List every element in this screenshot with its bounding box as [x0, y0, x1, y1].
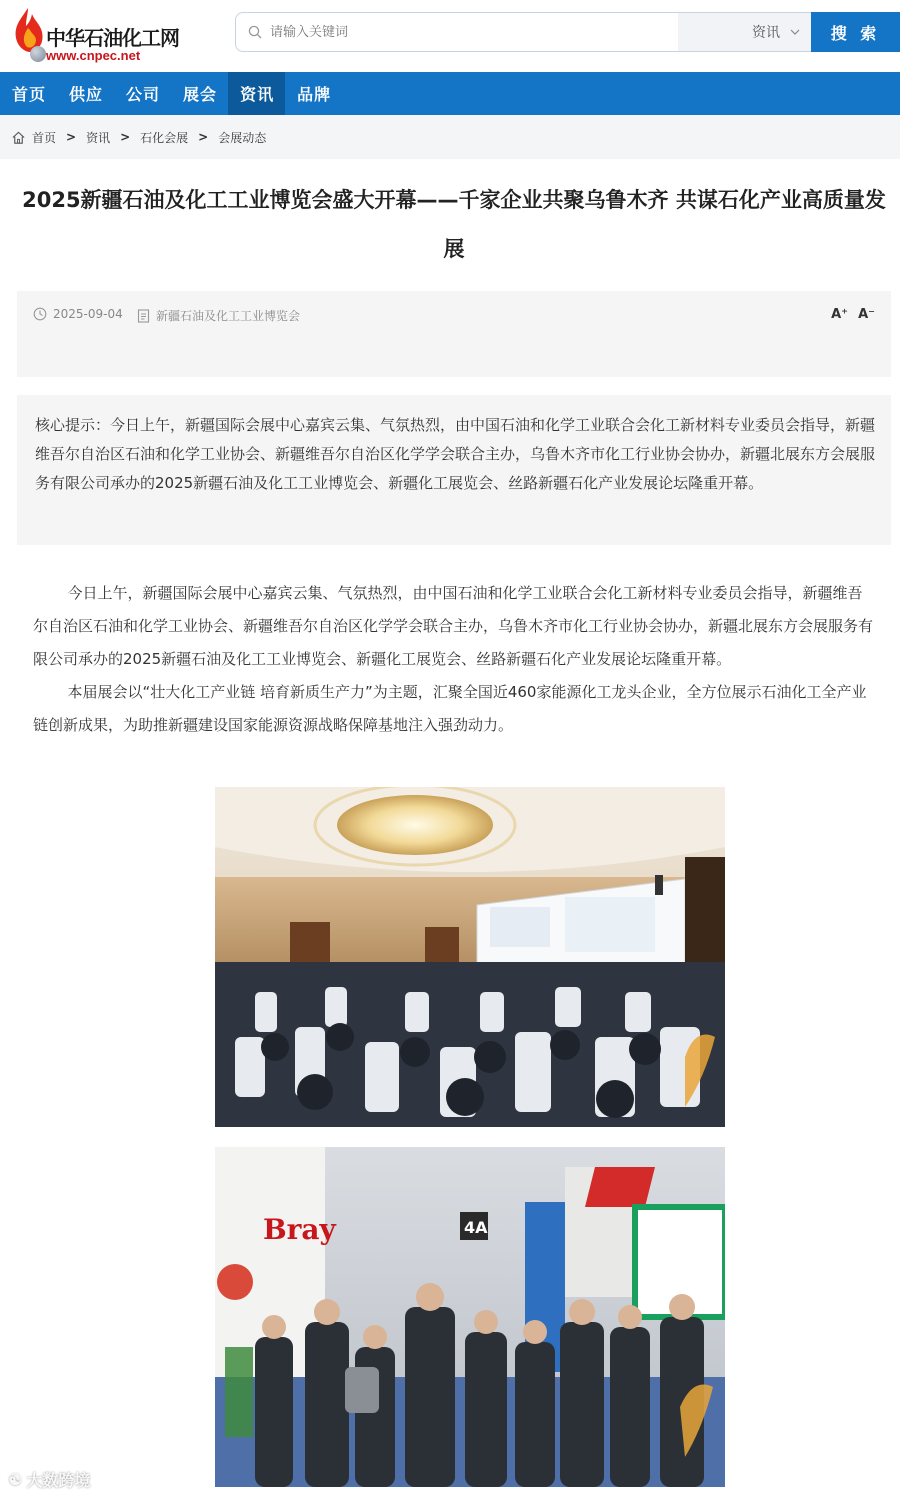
nav-item-home[interactable]: 首页 [12, 85, 47, 104]
article-meta [17, 291, 891, 377]
home-icon [11, 130, 26, 145]
nav-item-company[interactable]: 公司 [126, 85, 161, 104]
nav-item-supply[interactable]: 供应 [69, 85, 104, 104]
search-box [235, 12, 900, 52]
booth-sign-text: Bray [263, 1213, 336, 1246]
exhibition-floor-image [215, 1147, 725, 1487]
logo-name: 中华石油化工网 [46, 26, 179, 50]
search-category-select[interactable] [678, 13, 812, 51]
search-icon [248, 25, 262, 39]
hall-number-text: 4A [464, 1218, 488, 1237]
article-source-text: 新疆石油及化工工业博览会 [156, 309, 301, 323]
clock-icon [33, 307, 47, 321]
search-button[interactable]: 搜 索 [811, 12, 900, 52]
article-date-text: 2025-09-04 [53, 307, 123, 321]
site-header [0, 0, 900, 72]
search-input[interactable] [270, 17, 670, 47]
article-photo-conference [215, 787, 725, 1127]
font-decrease-button[interactable]: A⁻ [858, 307, 875, 322]
article-summary: 核心提示：今日上午，新疆国际会展中心嘉宾云集、气氛热烈，由中国石油和化学工业联合会化工新材料专业委员会指导，新疆维吾尔自治区石油和化学工业协会、新疆维吾尔自治区化学学会联合主办，乌鲁木齐市化工行业协会协办，新疆北展东方会展服务有限公司承办的2025新疆石油及化工工业博览会、新疆化工展览会、丝路新疆石化产业发展论坛隆重开幕。 [17, 395, 891, 545]
nav-item-brand[interactable]: 品牌 [297, 85, 332, 104]
site-logo[interactable] [8, 4, 179, 66]
search-category-label: 资讯 [752, 25, 780, 41]
watermark-icon: ☯ [8, 1470, 23, 1489]
article-source [137, 307, 300, 324]
breadcrumb-expo-news[interactable]: 会展动态 [218, 130, 267, 145]
article-photo-exhibition [215, 1147, 725, 1487]
article-body [33, 577, 873, 742]
article-date [33, 307, 123, 321]
nav-item-exhibition[interactable]: 展会 [183, 85, 218, 104]
breadcrumb-home[interactable]: 首页 [32, 130, 57, 145]
breadcrumb-news[interactable]: 资讯 [86, 130, 111, 145]
breadcrumb-separator: > [66, 130, 77, 144]
watermark-text: 大数跨境 [26, 1471, 91, 1490]
logo-url: www.cnpec.net [46, 48, 141, 63]
article-paragraph: 今日上午，新疆国际会展中心嘉宾云集、气氛热烈，由中国石油和化学工业联合会化工新材料专业委员会指导，新疆维吾尔自治区石油和化学工业协会、新疆维吾尔自治区化学学会联合主办，乌鲁木齐市化工行业协会协办，新疆北展东方会展服务有限公司承办的2025新疆石油及化工工业博览会、新疆化工展览会、丝路新疆石化产业发展论坛隆重开幕。 [33, 584, 874, 668]
font-increase-button[interactable]: A⁺ [831, 307, 849, 322]
article-title: 2025新疆石油及化工工业博览会盛大开幕——千家企业共聚乌鲁木齐 共谋石化产业高质量发展 [22, 188, 886, 261]
nav-item-news[interactable]: 资讯 [228, 72, 285, 115]
watermark [8, 1468, 90, 1491]
breadcrumb-petrochem-expo[interactable]: 石化会展 [140, 130, 189, 145]
document-icon [137, 309, 150, 323]
breadcrumb-separator: > [198, 130, 209, 144]
main-nav [0, 72, 900, 115]
font-size-controls [831, 307, 875, 322]
breadcrumb-separator: > [120, 130, 131, 144]
article-paragraph: 本届展会以“壮大化工产业链 培育新质生产力”为主题，汇聚全国近460家能源化工龙头企业，全方位展示石油化工全产业链创新成果，为助推新疆建设国家能源资源战略保障基地注入强劲动力。 [33, 683, 867, 734]
globe-icon [30, 46, 46, 62]
conference-hall-image [215, 787, 725, 1127]
chevron-down-icon [790, 27, 800, 37]
breadcrumb [0, 115, 900, 159]
